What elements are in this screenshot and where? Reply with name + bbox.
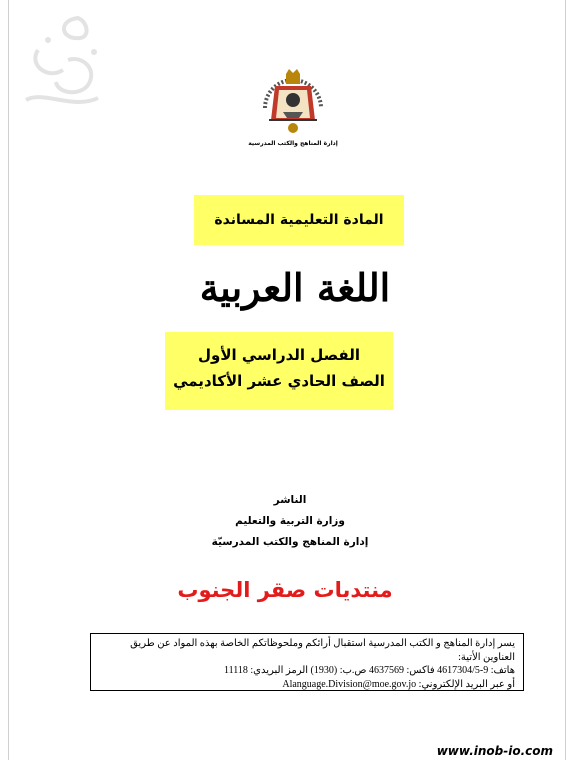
- publisher-directorate: إدارة المناهج والكتب المدرسيّة: [211, 536, 369, 548]
- supporting-material-label: المادة التعليمية المساندة: [194, 195, 404, 245]
- grade-label: الصف الحادي عشر الأكاديمي: [173, 372, 385, 390]
- semester-grade-box: [165, 332, 393, 410]
- contact-line-phone: هاتف: 9-4617304/5 فاكس: 4637569 ص.ب: (1930) الرمز البريدي: 11118: [223, 665, 515, 676]
- footer-website-link[interactable]: www.inob-io.com: [436, 744, 553, 758]
- contact-box: [90, 633, 524, 691]
- contact-line-intro: يسر إدارة المناهج و الكتب المدرسية استقبال أرائكم وملحوظاتكم الخاصة بهذه المواد عن طريق العناوين الأتية:: [130, 638, 515, 663]
- jordan-coat-of-arms-icon: [253, 68, 333, 138]
- semester-label: الفصل الدراسي الأول: [198, 346, 360, 364]
- publisher-ministry: وزارة التربية والتعليم: [235, 515, 345, 527]
- forum-name: منتديات صقر الجنوب: [177, 578, 393, 602]
- subject-title: اللغة العربية: [199, 265, 391, 310]
- publisher-block: [180, 490, 400, 553]
- emblem-caption: إدارة المناهج والكتب المدرسية: [248, 140, 338, 147]
- publisher-label: الناشر: [273, 494, 307, 506]
- calligraphy-watermark-icon: [18, 10, 108, 120]
- contact-line-email[interactable]: أو عبر البريد الإلكتروني: Alanguage.Division@moe.gov.jo: [282, 678, 515, 690]
